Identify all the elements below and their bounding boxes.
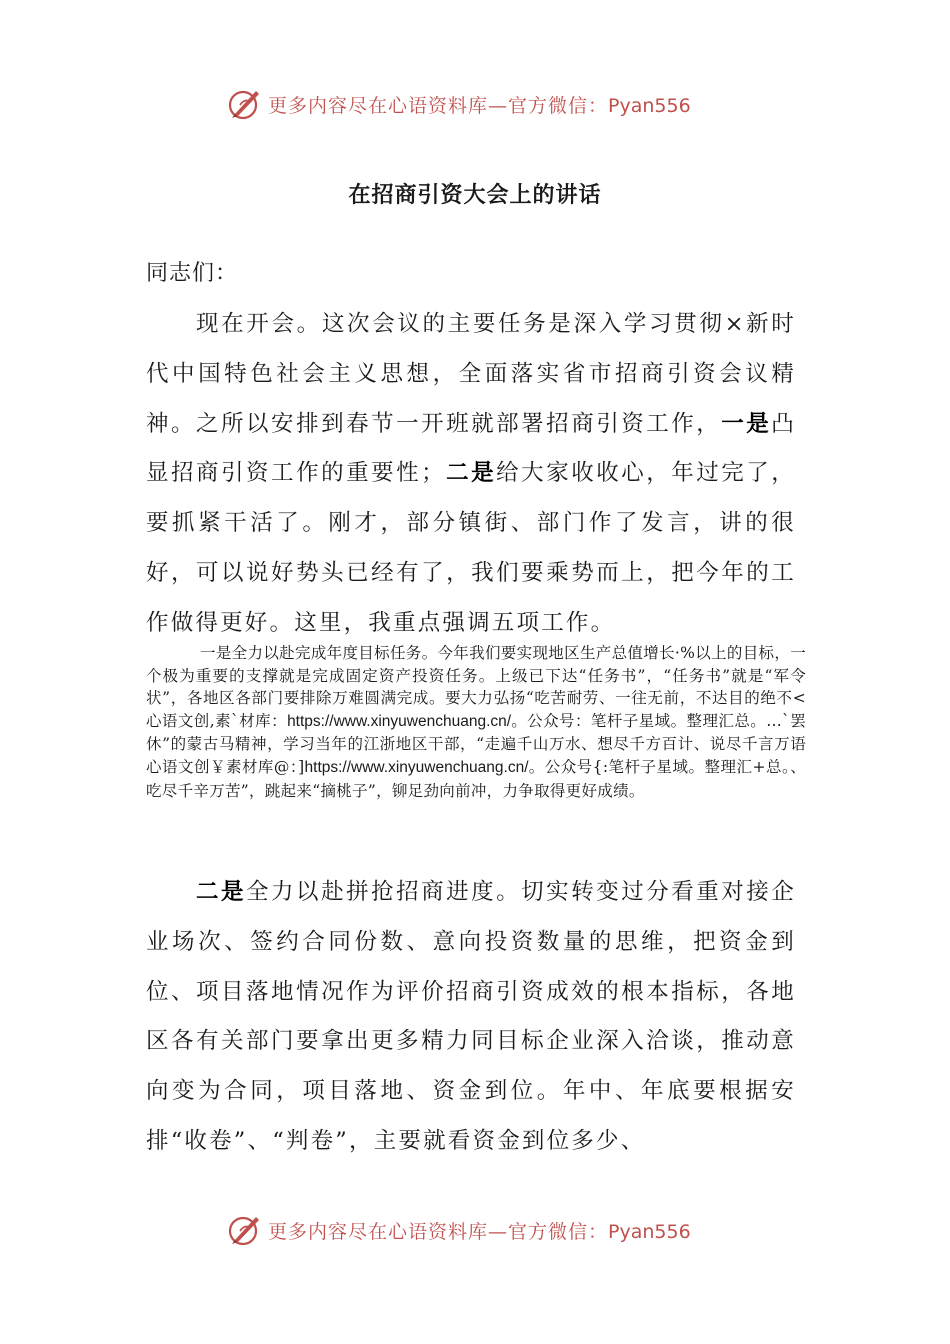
paragraph-intro: 现在开会。这次会议的主要任务是深入学习贯彻×新时代中国特色社会主义思想，全面落实省市招商引资会议精神。之所以安排到春节一开班就部署招商引资工作，一是凸显招商引资工作的重要性；二是给大家收收心，年过完了，要抓紧干活了。刚才，部分镇街、部门作了发言，讲的很好，可以说好势头已经有了，我们要乘势而上，把今年的工作做得更好。这里，我重点强调五项工作。	[146, 311, 796, 636]
url-link-1: https://www.xinyuwenchuang.cn/	[287, 712, 512, 730]
salutation: 同志们：	[146, 261, 239, 286]
wechat-id: Pyan556	[608, 1220, 691, 1243]
bold-marker-1: 一是	[721, 410, 772, 437]
paragraph-task-two: 二是全力以赴拼抢招商进度。切实转变过分看重对接企业场次、签约合同份数、意向投资数量的思维，把资金到位、项目落地情况作为评价招商引资成效的根本指标，各地区各有关部门要拿出更多精力同目标企业深入洽谈，推动意向变为合同，项目落地、资金到位。年中、年底要根据安排“收卷”、“判卷”，主要就看资金到位多少、	[146, 879, 796, 1154]
url-link-2: https://www.xinyuwenchuang.cn/	[304, 758, 529, 776]
header-banner	[226, 84, 691, 124]
pen-logo-icon	[226, 85, 264, 123]
paragraph-task-one: 一是全力以赴完成年度目标任务。今年我们要实现地区生产总值增长·%以上的目标，一个极为重要的支撑就是完成固定资产投资任务。上级已下达“任务书”，“任务书”就是“军令状”，各地区各部门要排除万难圆满完成。要大力弘扬“吃苦耐劳、一往无前，不达目的绝不<心语文创,素`材库：https://www.xinyuwenchuang.cn/。公众号：笔杆子星域。整理汇总。…`罢休”的蒙古马精神，学习当年的江浙地区干部，“走遍千山万水、想尽千方百计、说尽千言万语心语文创￥素材库@：]https://www.xinyuwenchuang.cn/。公众号{:笔杆子星域。整理汇+总。、吃尽千辛万苦”，跳起来“摘桃子”，铆足劲向前冲，力争取得更好成绩。	[146, 644, 807, 800]
wechat-id: Pyan556	[608, 94, 691, 117]
pen-logo-icon	[226, 1211, 264, 1249]
banner-label: 更多内容尽在心语资料库—官方微信：Pyan556	[268, 1220, 691, 1243]
bold-marker-3: 二是	[196, 879, 247, 905]
document-title: 在招商引资大会上的讲话	[348, 183, 602, 208]
footer-banner	[226, 1210, 691, 1250]
banner-label: 更多内容尽在心语资料库—官方微信：Pyan556	[268, 94, 691, 117]
bold-marker-2: 二是	[445, 460, 497, 487]
